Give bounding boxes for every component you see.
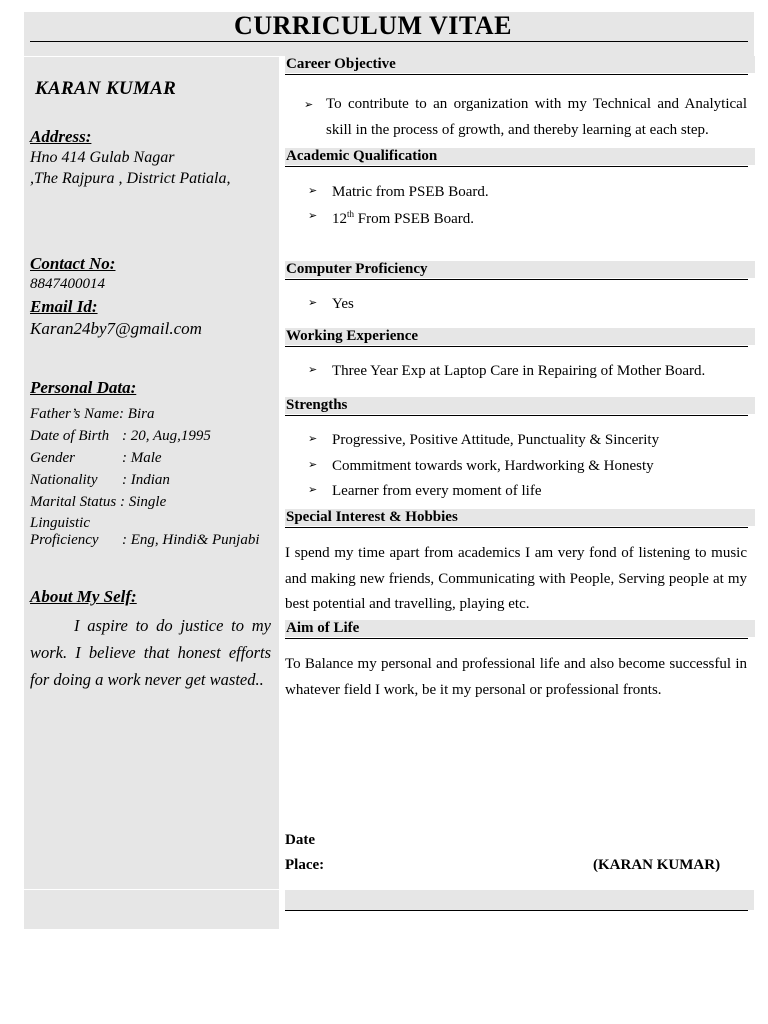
candidate-name: KARAN KUMAR xyxy=(35,78,177,99)
arrowhead-bullet-icon: ➢ xyxy=(308,459,318,471)
section-rule xyxy=(285,279,748,280)
personal-value: : Indian xyxy=(122,472,170,488)
personal-row-nationality xyxy=(30,472,170,489)
work-item xyxy=(308,363,706,380)
date-label: Date xyxy=(285,832,315,848)
personal-label: Linguistic xyxy=(30,515,91,531)
page-title: CURRICULUM VITAE xyxy=(234,11,512,40)
signature-name: (KARAN KUMAR) xyxy=(593,857,721,873)
personal-label: Proficiency xyxy=(30,532,99,548)
aim-heading: Aim of Life xyxy=(285,620,755,637)
section-rule xyxy=(285,166,748,167)
sidebar-footer-panel xyxy=(24,890,279,929)
section-rule xyxy=(285,74,748,75)
footer-band xyxy=(285,890,754,910)
hobbies-heading: Special Interest & Hobbies xyxy=(285,509,755,526)
arrowhead-bullet-icon: ➢ xyxy=(308,297,318,309)
academic-heading: Academic Qualification xyxy=(285,148,755,165)
arrowhead-bullet-icon: ➢ xyxy=(308,364,318,376)
title-underline xyxy=(30,41,748,42)
about-heading: About My Self: xyxy=(30,587,137,606)
arrowhead-bullet-icon: ➢ xyxy=(308,185,318,197)
section-rule xyxy=(285,638,748,639)
arrowhead-bullet-icon: ➢ xyxy=(308,433,318,445)
computer-text: Yes xyxy=(332,296,354,312)
computer-item xyxy=(308,296,354,313)
personal-value: : Male xyxy=(122,450,162,466)
personal-value: Bira xyxy=(127,406,155,422)
hobbies-paragraph: I spend my time apart from academics I am very fond of listening to music and making new friends, Communicating with People, Serving people at my best potential and travelling, playing etc. xyxy=(285,545,747,612)
computer-heading: Computer Proficiency xyxy=(285,261,755,278)
personal-value: : Eng, Hindi& Punjabi xyxy=(122,532,260,548)
career-objective-heading: Career Objective xyxy=(285,56,755,73)
personal-row-marital xyxy=(30,494,166,511)
footer-rule xyxy=(285,910,748,911)
section-rule xyxy=(285,527,748,528)
academic-item xyxy=(308,209,475,228)
academic-text-number: 12 xyxy=(332,211,347,227)
contact-heading: Contact No: xyxy=(30,254,116,273)
aim-paragraph: To Balance my personal and professional life and also become successful in whatever field I work, be it my personal or professional fronts. xyxy=(285,656,747,698)
strength-item xyxy=(308,483,542,500)
work-text: Three Year Exp at Laptop Care in Repairing of Mother Board. xyxy=(332,363,706,379)
about-paragraph: I aspire to do justice to my work. I believe that honest efforts for doing a work never get wasted.. xyxy=(30,616,271,689)
academic-text: Matric from PSEB Board. xyxy=(332,184,489,200)
personal-label: Father’s Name: xyxy=(30,406,125,422)
strength-text: Learner from every moment of life xyxy=(332,483,542,499)
personal-row-gender xyxy=(30,450,162,467)
arrowhead-bullet-icon: ➢ xyxy=(308,484,318,496)
career-objective-item xyxy=(304,92,747,143)
personal-label: Marital Status xyxy=(30,494,117,510)
section-rule xyxy=(285,346,748,347)
strength-text: Commitment towards work, Hardworking & Honesty xyxy=(332,458,654,474)
contact-number: 8847400014 xyxy=(30,276,105,292)
personal-label: Nationality xyxy=(30,472,98,488)
address-heading: Address: xyxy=(30,127,92,146)
email-address: Karan24by7@gmail.com xyxy=(30,319,202,338)
academic-item xyxy=(308,184,489,201)
personal-label: Date of Birth xyxy=(30,428,110,444)
personal-row-dob xyxy=(30,428,211,445)
strength-text: Progressive, Positive Attitude, Punctuality & Sincerity xyxy=(332,432,660,448)
place-label: Place: xyxy=(285,857,325,873)
strength-item xyxy=(308,458,654,475)
work-heading: Working Experience xyxy=(285,328,755,345)
personal-row-linguistic xyxy=(30,532,260,549)
personal-row-linguistic-label xyxy=(30,515,90,532)
personal-value: : 20, Aug,1995 xyxy=(122,428,211,444)
address-line-1: Hno 414 Gulab Nagar xyxy=(30,149,175,166)
email-heading: Email Id: xyxy=(30,297,98,316)
academic-text-superscript: th xyxy=(347,209,355,219)
personal-label: Gender xyxy=(30,450,75,466)
academic-text: From PSEB Board. xyxy=(354,211,475,227)
personal-value: : Single xyxy=(120,494,167,510)
arrowhead-bullet-icon: ➢ xyxy=(304,99,314,111)
strengths-heading: Strengths xyxy=(285,397,755,414)
personal-row-father xyxy=(30,406,154,423)
strength-item xyxy=(308,432,660,449)
section-rule xyxy=(285,415,748,416)
personal-data-heading: Personal Data: xyxy=(30,378,137,397)
career-objective-text: To contribute to an organization with my Technical and Analytical skill in the process of growth, and thereby learning at each step. xyxy=(326,96,747,138)
arrowhead-bullet-icon: ➢ xyxy=(308,210,318,222)
address-line-2: ,The Rajpura , District Patiala, xyxy=(30,170,231,187)
